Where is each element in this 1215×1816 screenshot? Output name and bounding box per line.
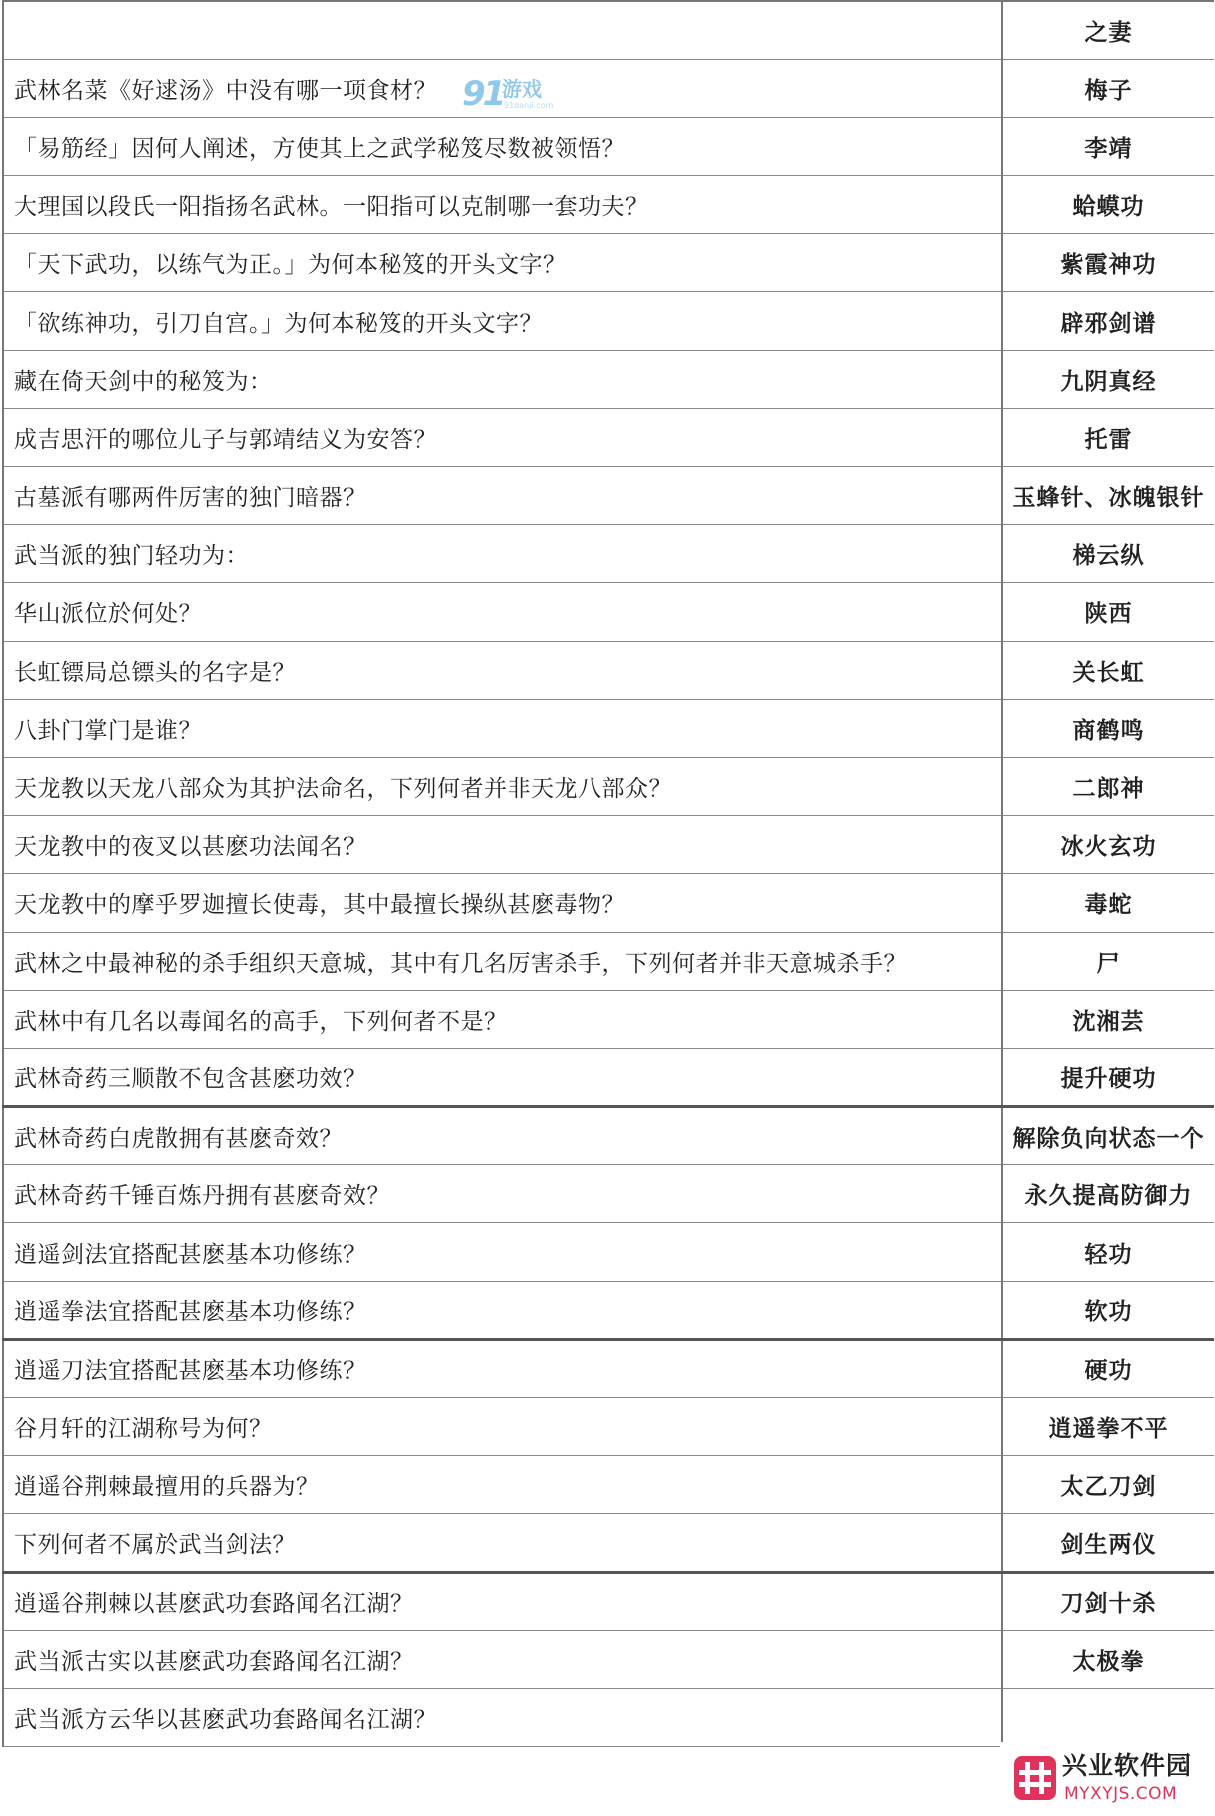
question-cell: 大理国以段氏一阳指扬名武林。一阳指可以克制哪一套功夫？ bbox=[3, 176, 1002, 234]
answer-cell: 李靖 bbox=[1002, 117, 1214, 175]
table-row bbox=[3, 176, 1214, 234]
question-cell: 武林名菜《好逑汤》中没有哪一项食材？ bbox=[3, 59, 1002, 117]
answer-cell bbox=[1002, 1688, 1214, 1746]
question-cell: 长虹镖局总镖头的名字是？ bbox=[3, 641, 1002, 699]
answer-cell: 紫霞神功 bbox=[1002, 234, 1214, 292]
question-cell: 武当派古实以甚麽武功套路闻名江湖？ bbox=[3, 1630, 1002, 1688]
site-logo-url: MYXYJS.COM bbox=[1064, 1784, 1178, 1804]
question-cell: 「欲练神功，引刀自宫。」为何本秘笈的开头文字？ bbox=[3, 292, 1002, 350]
qa-table-body bbox=[3, 1, 1214, 1747]
table-row bbox=[3, 1456, 1214, 1514]
question-cell: 天龙教以天龙八部众为其护法命名，下列何者并非天龙八部众？ bbox=[3, 757, 1002, 815]
table-row bbox=[3, 59, 1214, 117]
table-row bbox=[3, 699, 1214, 757]
table-row bbox=[3, 1281, 1214, 1339]
question-cell: 华山派位於何处？ bbox=[3, 583, 1002, 641]
question-cell: 武林奇药白虎散拥有甚麽奇效？ bbox=[3, 1107, 1002, 1165]
question-cell: 「易筋经」因何人阐述，方使其上之武学秘笈尽数被领悟？ bbox=[3, 117, 1002, 175]
table-row bbox=[3, 350, 1214, 408]
answer-cell: 商鹤鸣 bbox=[1002, 699, 1214, 757]
answer-cell: 永久提高防御力 bbox=[1002, 1165, 1214, 1223]
question-cell: 逍遥拳法宜搭配甚麽基本功修练？ bbox=[3, 1281, 1002, 1339]
table-row bbox=[3, 990, 1214, 1048]
question-cell: 武林中有几名以毒闻名的高手，下列何者不是？ bbox=[3, 990, 1002, 1048]
question-cell: 逍遥剑法宜搭配甚麽基本功修练？ bbox=[3, 1223, 1002, 1281]
question-cell: 成吉思汗的哪位儿子与郭靖结义为安答？ bbox=[3, 408, 1002, 466]
table-row bbox=[3, 1630, 1214, 1688]
question-cell: 天龙教中的摩乎罗迦擅长使毒，其中最擅长操纵甚麽毒物？ bbox=[3, 874, 1002, 932]
table-row bbox=[3, 1572, 1214, 1630]
answer-cell: 轻功 bbox=[1002, 1223, 1214, 1281]
answer-cell: 梯云纵 bbox=[1002, 525, 1214, 583]
question-cell: 逍遥谷荆棘以甚麽武功套路闻名江湖？ bbox=[3, 1572, 1002, 1630]
watermark-91-number: 91 bbox=[462, 74, 504, 114]
question-cell: 武林奇药三顺散不包含甚麽功效？ bbox=[3, 1048, 1002, 1106]
answer-cell: 之妻 bbox=[1002, 1, 1214, 59]
table-row bbox=[3, 757, 1214, 815]
answer-cell: 太极拳 bbox=[1002, 1630, 1214, 1688]
answer-cell: 太乙刀剑 bbox=[1002, 1456, 1214, 1514]
watermark-91-subtext: 91danji.com bbox=[504, 101, 554, 110]
table-row bbox=[3, 1165, 1214, 1223]
question-cell: 下列何者不属於武当剑法？ bbox=[3, 1514, 1002, 1572]
answer-cell: 冰火玄功 bbox=[1002, 816, 1214, 874]
question-cell: 八卦门掌门是谁？ bbox=[3, 699, 1002, 757]
site-logo-title: 兴业软件园 bbox=[1062, 1751, 1193, 1780]
table-row bbox=[3, 117, 1214, 175]
question-cell: 逍遥谷荆棘最擅用的兵器为？ bbox=[3, 1456, 1002, 1514]
question-cell: 武林之中最神秘的杀手组织天意城，其中有几名厉害杀手，下列何者并非天意城杀手？ bbox=[3, 932, 1002, 990]
answer-cell: 二郎神 bbox=[1002, 757, 1214, 815]
question-cell: 天龙教中的夜叉以甚麽功法闻名？ bbox=[3, 816, 1002, 874]
table-row bbox=[3, 1514, 1214, 1572]
hash-logo-icon bbox=[1014, 1756, 1056, 1800]
question-cell: 谷月轩的江湖称号为何？ bbox=[3, 1398, 1002, 1456]
table-row bbox=[3, 1107, 1214, 1165]
answer-cell: 软功 bbox=[1002, 1281, 1214, 1339]
answer-cell: 关长虹 bbox=[1002, 641, 1214, 699]
table-row bbox=[3, 292, 1214, 350]
table-row bbox=[3, 525, 1214, 583]
qa-table bbox=[2, 0, 1214, 1747]
table-row bbox=[3, 816, 1214, 874]
table-row bbox=[3, 234, 1214, 292]
answer-cell: 尸 bbox=[1002, 932, 1214, 990]
answer-cell: 辟邪剑谱 bbox=[1002, 292, 1214, 350]
question-cell: 藏在倚天剑中的秘笈为： bbox=[3, 350, 1002, 408]
table-row bbox=[3, 874, 1214, 932]
answer-cell: 沈湘芸 bbox=[1002, 990, 1214, 1048]
answer-cell: 硬功 bbox=[1002, 1339, 1214, 1397]
question-cell: 逍遥刀法宜搭配甚麽基本功修练？ bbox=[3, 1339, 1002, 1397]
answer-cell: 解除负向状态一个 bbox=[1002, 1107, 1214, 1165]
answer-cell: 梅子 bbox=[1002, 59, 1214, 117]
question-cell: 武当派的独门轻功为： bbox=[3, 525, 1002, 583]
table-row bbox=[3, 467, 1214, 525]
table-row bbox=[3, 932, 1214, 990]
question-cell: 武林奇药千锤百炼丹拥有甚麽奇效？ bbox=[3, 1165, 1002, 1223]
table-row bbox=[3, 1223, 1214, 1281]
table-row bbox=[3, 1339, 1214, 1397]
table-row bbox=[3, 1, 1214, 59]
watermark-site-logo bbox=[1000, 1742, 1215, 1816]
answer-cell: 蛤蟆功 bbox=[1002, 176, 1214, 234]
table-row bbox=[3, 641, 1214, 699]
table-row bbox=[3, 1688, 1214, 1746]
answer-cell: 九阴真经 bbox=[1002, 350, 1214, 408]
table-row bbox=[3, 583, 1214, 641]
answer-cell: 刀剑十杀 bbox=[1002, 1572, 1214, 1630]
table-row bbox=[3, 1398, 1214, 1456]
question-cell: 武当派方云华以甚麽武功套路闻名江湖？ bbox=[3, 1688, 1002, 1746]
answer-cell: 托雷 bbox=[1002, 408, 1214, 466]
table-row bbox=[3, 408, 1214, 466]
answer-cell: 毒蛇 bbox=[1002, 874, 1214, 932]
answer-cell: 剑生两仪 bbox=[1002, 1514, 1214, 1572]
answer-cell: 逍遥拳不平 bbox=[1002, 1398, 1214, 1456]
question-cell bbox=[3, 1, 1002, 59]
answer-cell: 玉蜂针、冰魄银针 bbox=[1002, 467, 1214, 525]
answer-cell: 提升硬功 bbox=[1002, 1048, 1214, 1106]
watermark-91-text: 游戏 bbox=[502, 77, 542, 101]
answer-cell: 陕西 bbox=[1002, 583, 1214, 641]
question-cell: 「天下武功，以练气为正。」为何本秘笈的开头文字？ bbox=[3, 234, 1002, 292]
question-cell: 古墓派有哪两件厉害的独门暗器？ bbox=[3, 467, 1002, 525]
table-row bbox=[3, 1048, 1214, 1106]
